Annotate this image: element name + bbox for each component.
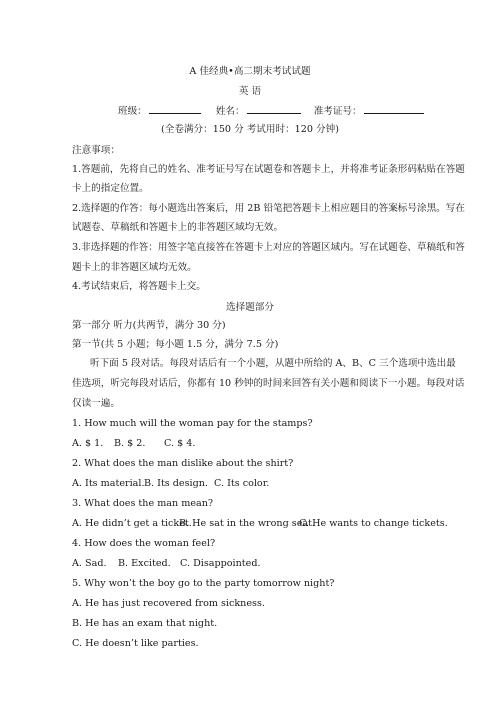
instruction-line: 听下面 5 段对话。每段对话后有一个小题，从题中所给的 A、B、C 三个选项中选出最	[90, 358, 456, 369]
question-options	[72, 558, 261, 570]
ticket-blank	[364, 104, 424, 114]
question-stem: 3. What does the man mean?	[72, 498, 214, 509]
part-heading: 第一部分 听力(共两节，满分 30 分)	[72, 320, 226, 331]
option-c: C. Its color.	[214, 478, 270, 489]
class-blank	[149, 104, 201, 114]
option-c: C. Disappointed.	[180, 558, 261, 569]
question-options	[72, 518, 448, 530]
notice-line: 4.考试结束后，将答题卡上交。	[72, 281, 206, 292]
notice-line: 2.选择题的作答：每小题选出答案后，用 2B 铅笔把答题卡上相应题目的答案标号涂黑。写在	[72, 203, 465, 214]
notice-line: 1.答题前，先将自己的姓名、准考证号写在试题卷和答题卡上，并将准考证条形码粘贴在答题	[72, 164, 465, 175]
question-stem: 2. What does the man dislike about the shirt?	[72, 458, 294, 469]
name-blank	[247, 104, 301, 114]
option-a: A. $ 1.	[72, 438, 104, 449]
option-b: B. Its design.	[144, 478, 208, 489]
subpart-heading: 第一节(共 5 小题；每小题 1.5 分，满分 7.5 分)	[72, 339, 279, 350]
notice-line: 题卡上的非答题区域均无效。	[72, 262, 197, 273]
instruction-line: 佳选项，听完每段对话后，你都有 10 秒钟的时间来回答有关小题和阅读下一小题。每段对话	[72, 378, 465, 389]
question-stem: 4. How does the woman feel?	[72, 538, 216, 549]
option-b: B. $ 2.	[114, 438, 146, 449]
option-a: A. He has just recovered from sickness.	[72, 598, 265, 609]
option-c: C. He wants to change tickets.	[299, 518, 448, 529]
option-c: C. $ 4.	[164, 438, 196, 449]
name-label: 姓名：	[215, 106, 245, 117]
info-fields	[118, 104, 426, 118]
class-label: 班级：	[118, 106, 147, 117]
score-info: (全卷满分：150 分 考试用时：120 分钟)	[161, 124, 339, 135]
question-stem: 5. Why won’t the boy go to the party tomorrow night?	[72, 578, 335, 589]
subject-title: 英 语	[238, 86, 262, 97]
instruction-line: 仅读一遍。	[72, 398, 120, 409]
section-title: 选择题部分	[226, 302, 274, 313]
notice-line: 卡上的指定位置。	[72, 183, 149, 194]
question-stem: 1. How much will the woman pay for the stamps?	[72, 418, 313, 429]
option-c: C. He doesn’t like parties.	[72, 638, 199, 649]
option-a: A. Sad.	[72, 558, 107, 569]
notice-line: 3.非选择题的作答：用签字笔直接答在答题卡上对应的答题区域内。写在试题卷、草稿纸和答	[72, 242, 465, 253]
option-b: B. He sat in the wrong seat.	[179, 518, 316, 529]
option-b: B. Excited.	[118, 558, 171, 569]
question-options	[72, 478, 269, 490]
exam-title: A 佳经典•高二期末考试试题	[189, 66, 311, 77]
question-options	[72, 438, 195, 450]
option-a: A. He didn’t get a ticket.	[72, 518, 192, 529]
option-a: A. Its material.	[72, 478, 145, 489]
ticket-label: 准考证号：	[313, 106, 362, 117]
notice-line: 试题卷、草稿纸和答题卡上的非答题区域均无效。	[72, 222, 284, 233]
option-b: B. He has an exam that night.	[72, 618, 218, 629]
notice-heading: 注意事项：	[72, 145, 120, 156]
